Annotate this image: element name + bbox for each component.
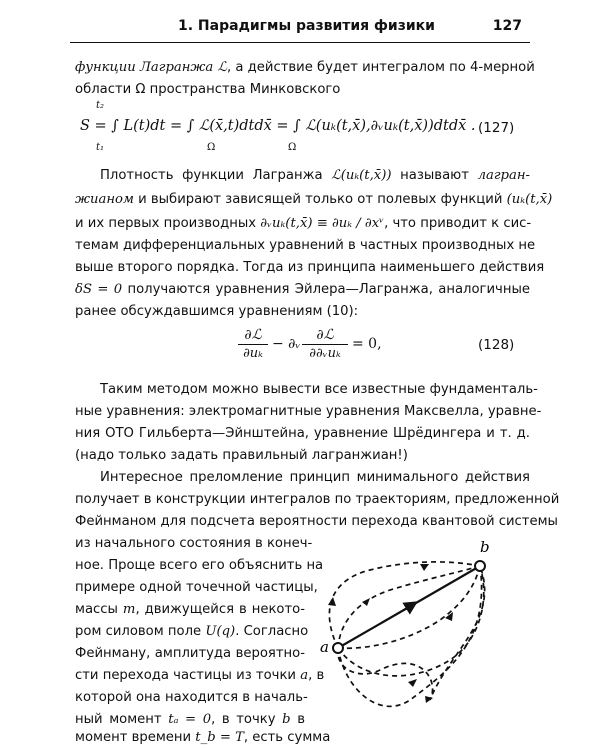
- text-line: ранее обсуждавшимся уравнениям (10):: [75, 304, 359, 319]
- math-inline: ℒ(uₖ(t,x̄)): [331, 168, 392, 183]
- math-inline: m: [122, 602, 136, 617]
- text-line: Таким методом можно вывести все известные фундаменталь-: [100, 382, 538, 397]
- text-line: ное. Проще всего его объяснить на: [75, 558, 324, 573]
- lower-limit: t₁: [96, 142, 105, 153]
- math-inline: U(q): [205, 624, 236, 639]
- fraction-2: [302, 326, 348, 363]
- page-number: 127: [492, 18, 522, 34]
- equation-number: (127): [478, 120, 515, 136]
- fraction-denominator: ∂uₖ: [243, 346, 263, 361]
- text-fragment: , в точку: [211, 712, 276, 727]
- arrowhead: [420, 564, 429, 571]
- fraction-1: [238, 326, 268, 363]
- text-line: которой она находится в началь-: [75, 690, 308, 705]
- math-inline: ∂ᵥuₖ(t,x̄) ≡ ∂uₖ / ∂xᵛ: [260, 216, 385, 231]
- math-inline: a: [300, 668, 309, 683]
- term-italic: жианом: [75, 192, 134, 207]
- text-line: Фейнману, амплитуда вероятно-: [75, 646, 305, 661]
- text-line: ния ОТО Гильберта—Эйнштейна, уравнение Шрёдингера и т. д.: [75, 426, 530, 441]
- text-fragment: ром силовом поле: [75, 624, 202, 639]
- text-fragment: сти перехода частицы из точки: [75, 668, 296, 683]
- text-line: Интересное преломление принцип минимального действия: [100, 470, 530, 485]
- text-line: получает в конструкции интегралов по траекториям, предложенной: [75, 492, 560, 507]
- text-fragment: получаются уравнения Эйлера—Лагранжа, аналогичные: [127, 282, 530, 297]
- text-fragment: , в: [308, 668, 325, 683]
- arrowhead: [328, 597, 336, 606]
- domain-label: Ω: [288, 142, 297, 153]
- text-fragment: . Согласно: [235, 624, 309, 639]
- fraction-numerator: ∂ℒ: [302, 326, 348, 345]
- text-line: [100, 166, 530, 186]
- math-inline: (uₖ(t,x̄): [506, 192, 553, 207]
- arrowhead: [408, 679, 417, 687]
- point-a-label: a: [320, 638, 329, 656]
- text-fragment: момент времени: [75, 730, 192, 745]
- text-line: Фейнманом для подсчета вероятности перехода квантовой системы: [75, 514, 558, 529]
- text-line: темам дифференциальных уравнений в частных производных не: [75, 238, 536, 253]
- running-header: [70, 14, 530, 42]
- text-line: области Ω пространства Минковского: [75, 82, 341, 97]
- point-b-marker: [475, 561, 485, 571]
- math-inline: t_b = T: [195, 730, 244, 745]
- math-inline: δS = 0: [75, 282, 123, 297]
- equation-body: S = ∫ L(t)dt = ∫ ℒ(x̄,t)dtdx̄ = ∫ ℒ(uₖ(t,x̄),∂ᵥuₖ(t,x̄))dtdx̄ .: [80, 118, 476, 134]
- lagrangian-symbol: ℒ: [217, 60, 227, 75]
- direction-arrow: [404, 605, 412, 610]
- text-line: выше второго порядка. Тогда из принципа наименьшего действия: [75, 260, 545, 275]
- domain-label: Ω: [207, 142, 216, 153]
- text-fragment: и выбирают зависящей только от полевых функций: [138, 192, 503, 207]
- text-line: [75, 214, 530, 234]
- text-fragment: , движущейся в некото-: [135, 602, 305, 617]
- text-fragment: Плотность функции Лагранжа: [100, 168, 323, 183]
- text-fragment: ный момент: [75, 712, 162, 727]
- text-line: [75, 58, 535, 78]
- arrowhead: [425, 696, 433, 703]
- chapter-title: 1. Парадигмы развития физики: [178, 18, 435, 34]
- text-line: [75, 280, 530, 300]
- text-line: [75, 600, 305, 620]
- text-fragment: называют: [400, 168, 469, 183]
- math-inline: tₐ = 0: [168, 712, 212, 727]
- text-line: примере одной точечной частицы,: [75, 580, 318, 595]
- term-italic: лагран-: [477, 168, 530, 183]
- quantum-paths: [329, 562, 484, 706]
- text-fragment: , есть сумма: [243, 730, 331, 745]
- equation-rhs: = 0,: [352, 336, 382, 352]
- fraction-numerator: ∂ℒ: [238, 326, 268, 345]
- quantum-path: [338, 566, 485, 700]
- point-a-marker: [333, 643, 343, 653]
- text-line: ные уравнения: электромагнитные уравнения Максвелла, уравне-: [75, 404, 542, 419]
- text-fragment: массы: [75, 602, 118, 617]
- upper-limit: t₂: [96, 100, 105, 111]
- point-b-label: b: [480, 538, 490, 556]
- text-line: из начального состояния в конеч-: [75, 536, 313, 551]
- lagrange-term: функции Лагранжа: [75, 60, 214, 75]
- quantum-path: [338, 566, 484, 676]
- fraction-denominator: ∂∂ᵥuₖ: [309, 346, 341, 361]
- text-line: (надо только задать правильный лагранжиан!): [75, 448, 408, 463]
- text-fragment: в: [297, 712, 306, 727]
- text-fragment: , а действие будет интегралом по 4-мерной: [227, 60, 535, 75]
- text-line: [75, 666, 325, 686]
- math-inline: b: [282, 712, 291, 727]
- text-fragment: и их первых производных: [75, 216, 257, 231]
- equation-number: (128): [478, 337, 515, 353]
- text-fragment: , что приводит к сис-: [384, 216, 532, 231]
- header-rule: [70, 42, 530, 43]
- text-line: [75, 190, 553, 210]
- text-line: [75, 622, 309, 642]
- text-line: [75, 728, 331, 748]
- path-integral-figure: [300, 530, 530, 730]
- arrowhead: [362, 598, 370, 606]
- text-line: [75, 710, 305, 730]
- operator: − ∂ᵥ: [272, 336, 301, 352]
